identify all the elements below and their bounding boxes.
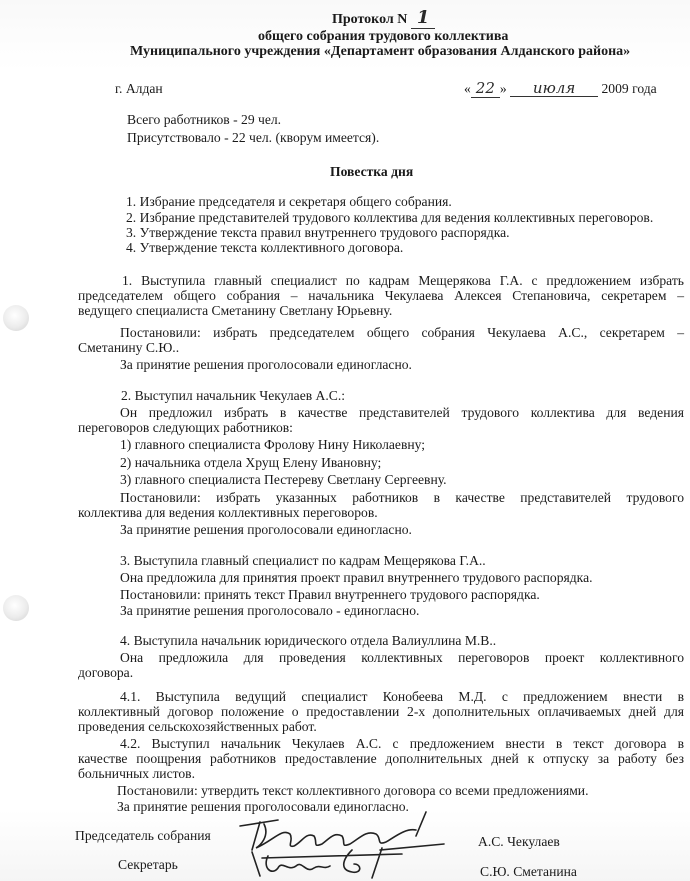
agenda-heading: Повестка дня (330, 164, 414, 179)
present-workers: Присутствовало - 22 чел. (кворум имеется). (127, 130, 380, 145)
paragraph-line: ведущего специалиста Сметанину Светлану Юрьевну. (78, 303, 393, 318)
secretary-signature (232, 846, 412, 881)
date-year: 2009 года (601, 81, 657, 96)
place: г. Алдан (115, 81, 163, 96)
paragraph-line: Она предложила для проведения коллективных переговоров проект коллективного (120, 650, 684, 665)
paragraph-line: переговоров следующих работников: (78, 420, 293, 435)
paragraph-line: качестве поощрения работников предоставление дополнительных дней к отпуску за работу без (78, 751, 684, 766)
paragraph-line: Сметанину С.Ю.. (78, 340, 180, 355)
title-line-3: Муниципального учреждения «Департамент образования Алданского района» (130, 44, 631, 59)
vote-result: За принятие решения проголосовало - единогласно. (120, 603, 420, 618)
vote-result: За принятие решения проголосовали единогласно. (120, 522, 412, 537)
vote-result: За принятие решения проголосовали единогласно. (120, 357, 412, 372)
date-day: 22 (471, 79, 500, 98)
agenda-item: 4. Утверждение текста коллективного договора. (126, 240, 404, 255)
paragraph-line: Постановили: избрать председателем общего собрания Чекулаева А.С., секретарем – (120, 325, 684, 340)
punch-hole (3, 305, 29, 331)
list-item: 3) главного специалиста Пестереву Светлану Сергеевну. (120, 472, 447, 487)
agenda-item: 2. Избрание представителей трудового коллектива для ведения коллективных переговоров. (126, 210, 654, 225)
protocol-number: 1 (411, 7, 436, 29)
title-prefix: Протокол N (332, 12, 408, 27)
agenda-item: 3. Утверждение текста правил внутреннего трудового распорядка. (126, 225, 510, 240)
paragraph-line: 4. Выступила начальник юридического отдела Валиуллина М.В.. (120, 633, 497, 648)
title-line-2: общего собрания трудового коллектива (258, 29, 509, 44)
chair-name: А.С. Чекулаев (478, 834, 560, 849)
paragraph-line: Постановили: принять текст Правил внутреннего трудового распорядка. (120, 587, 540, 602)
paragraph-line: 1. Выступила главный специалист по кадрам Мещерякова Г.А. с предложением избрать (122, 273, 684, 288)
vote-result: За принятие решения проголосовали единогласно. (117, 799, 409, 814)
total-workers: Всего работников - 29 чел. (127, 112, 282, 127)
paragraph-line: председателем общего собрания – начальника Чекулаева Алексея Степановича, секретарем – (78, 288, 684, 303)
secretary-label: Секретарь (118, 857, 178, 872)
list-item: 1) главного специалиста Фролову Нину Николаевну; (120, 437, 426, 452)
protocol-title (332, 7, 435, 28)
date-month: июля (510, 81, 598, 97)
paragraph-line: коллектива для ведения коллективных переговоров. (78, 505, 378, 520)
paragraph-line: 4.1. Выступила ведущий специалист Конобеева М.Д. с предложением внести в (120, 689, 684, 704)
date: « 22 » июля 2009 года (464, 79, 657, 97)
paragraph-line: больничных листов. (78, 766, 195, 781)
chair-label: Председатель собрания (75, 828, 211, 843)
paragraph-line: 2. Выступил начальник Чекулаев А.С.: (121, 388, 346, 403)
agenda-item: 1. Избрание председателя и секретаря общего собрания. (126, 194, 452, 209)
secretary-name: С.Ю. Сметанина (480, 864, 577, 879)
paragraph-line: коллективный договор положение о предоставлении 2-х дополнительных оплачиваемых дней для (78, 704, 684, 719)
paragraph-line: Постановили: избрать указанных работников в качестве представителей трудового (120, 490, 684, 505)
paragraph-line: Он предложил избрать в качестве представителей трудового коллектива для ведения (120, 405, 684, 420)
list-item: 2) начальника отдела Хрущ Елену Ивановну; (120, 455, 382, 470)
paragraph-line: проведения сельскохозяйственных работ. (78, 719, 317, 734)
resolution: Постановили: утвердить текст коллективного договора со всеми предложениями. (117, 783, 589, 798)
paragraph-line: договора. (78, 665, 134, 680)
paragraph-line: Она предложила для принятия проект правил внутреннего трудового распорядка. (120, 570, 593, 585)
paragraph-line: 4.2. Выступил начальник Чекулаев А.С. с предложением внести в текст договора в (120, 736, 684, 751)
paragraph-line: 3. Выступила главный специалист по кадрам Мещерякова Г.А.. (120, 553, 486, 568)
punch-hole (3, 595, 29, 621)
